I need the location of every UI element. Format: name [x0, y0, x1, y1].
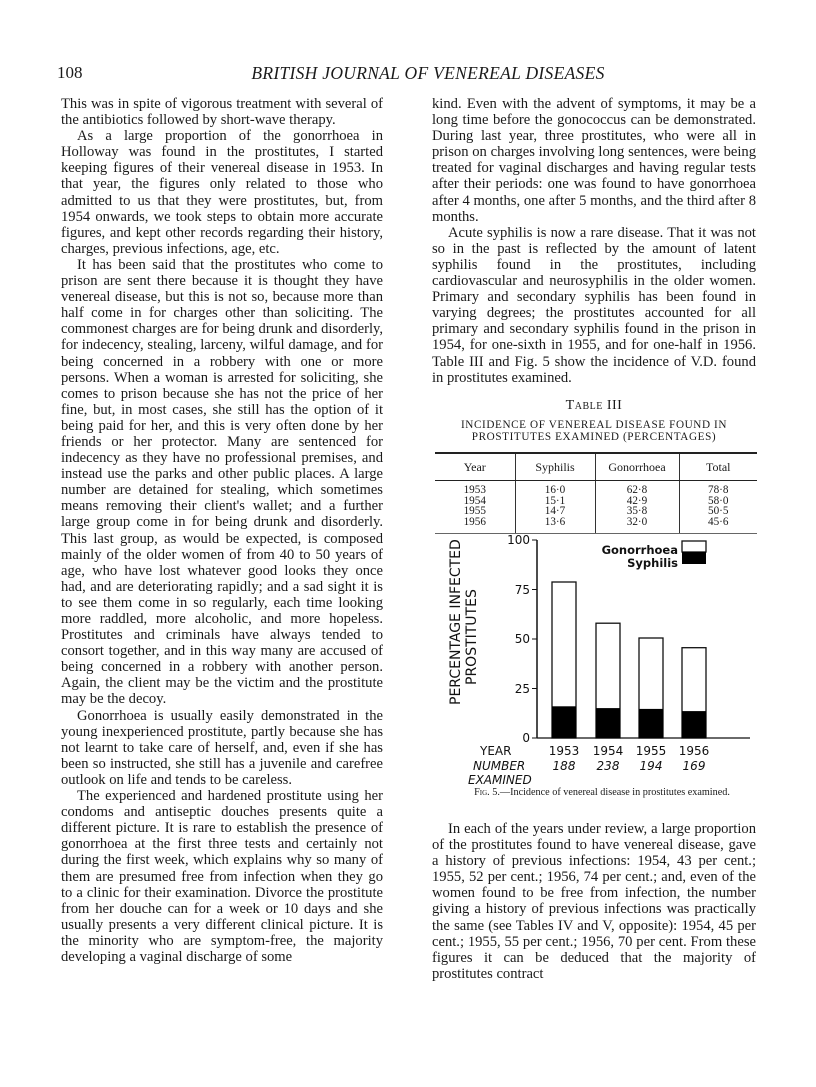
x-tick-label: 1955 [635, 744, 667, 758]
column-header: Total [679, 453, 757, 481]
y-tick-label: 75 [514, 583, 530, 597]
table-label: Table III [565, 398, 623, 413]
legend-label-gonorrhoea: Gonorrhoea [601, 543, 678, 557]
bar-1954 [596, 623, 620, 738]
cell: 13·6 [515, 517, 595, 534]
data-table [435, 452, 757, 533]
cell: 1954 [463, 494, 486, 507]
paragraph: It has been said that the prostitutes who come to prison are sent there because it is thought they have venereal disease, but this is not so, because more than half come in for charges other than soliciting. The commonest charges are for being drunk and disorderly, for indecency, stealing, larceny, wilful damage, and for being concerned in a robbery with one or more persons. When a woman is arrested for soliciting, she comes to prison because she has not the price of her fine, but, in most cases, she still has the option of it being paid for her, and this is very often done by her friends or her protector. Many are sentenced for indecency as they have no professional premises, and instead use the parks and other public places. A large number are detained for stealing, which sometimes means removing their client's wallet; and a further large group come in for being drunk and disorderly. This last group, as would be expected, is composed mainly of the older women of from 40 to 50 years of age, who have lost whatever good looks they once had, and are deteriorating rapidly; and a sad sight it is to see them come in so regularly, each time looking more raddled, more alcoholic, and more hopeless. Prostitutes and criminals have always tended to consort together, and in this way many are accused of being concerned in a robbery with another person. Again, the client may be the victim and the prostitute may be the decoy. [61, 256, 383, 708]
table-iii [432, 398, 756, 534]
y-axis-label: PROSTITUTES [464, 589, 480, 685]
table-row [435, 506, 757, 517]
cell: 16·0 [515, 481, 595, 496]
running-head: BRITISH JOURNAL OF VENEREAL DISEASES [251, 63, 605, 83]
bar-1953 [552, 582, 576, 738]
legend-swatch-syphilis [682, 552, 706, 564]
right-column-bottom [432, 821, 756, 982]
paragraph: The experienced and hardened prostitute using her condoms and antiseptic douches presents quite a different picture. It is rare to establish the presence of gonorrhoea at the first three tests and certainly not during the first week, which explains why so many of them are presumed free from infection when they go to a clinic for their examination. Divorce the prostitute from her douche can for a week or 10 days and she usually presents a very different clinical picture. It is the minority who are symptom-free, the majority developing a vaginal discharge of some [61, 788, 383, 965]
number-examined-value: 169 [682, 759, 706, 773]
cell: 15·1 [515, 496, 595, 507]
cell: 78·8 [679, 481, 757, 496]
column-header: Year [435, 453, 515, 481]
x-tick-label: 1953 [548, 744, 580, 758]
cell: 1956 [463, 515, 486, 528]
paragraph: kind. Even with the advent of symptoms, it may be a long time before the gonococcus can be demonstrated. During last year, three prostitutes, who were all in prison on charges involving long sentences, were being treated for vaginal discharges and having regular tests after their periods: one was found to have gonorrhoea after 4 months, one after 5 months, and the third after 8 months. [432, 96, 756, 225]
figure-caption-prefix: Fig. 5. [474, 787, 500, 798]
y-tick-label: 100 [507, 535, 530, 547]
number-examined-value: 194 [639, 759, 663, 773]
table-row [435, 517, 757, 534]
cell: 1955 [463, 505, 486, 517]
x-tick-label: 1954 [592, 744, 624, 758]
legend [602, 541, 706, 570]
legend-label-syphilis: Syphilis [627, 556, 678, 570]
number-examined-label: NUMBER [473, 759, 526, 773]
bar-1956 [682, 648, 706, 738]
x-axis-label-year: YEAR [480, 744, 512, 758]
paragraph: In each of the years under review, a large proportion of the prostitutes found to have venereal disease, gave a history of previous infections: 1954, 43 per cent.; 1955, 52 per cent.; 1956, 74 per cent.; and, even of the women found to be free from infection, the number giving a history of previous infections was practically the same (see Tables IV and V, opposite): 1954, 45 per cent.; 1955, 55 per cent.; 1956, 70 per cent. From these figures it can be deduced that the majority of prostitutes contract [432, 821, 756, 982]
paragraph: This was in spite of vigorous treatment with several of the antibiotics followed by short-wave therapy. [61, 96, 383, 129]
column-header: Syphilis [515, 453, 595, 481]
cell: 58·0 [679, 496, 757, 507]
number-examined-value: 238 [596, 759, 620, 773]
paragraph: As a large proportion of the gonorrhoea in Holloway was found in the prostitutes, I started keeping figures of their venereal disease in 1953. In that year, the figures only related to those who admitted to us that they were prostitutes, but, from 1954 onwards, we took steps to obtain more accurate figures, and kept other records regarding their history, charges, previous infections, age, etc. [61, 128, 383, 257]
paragraph: Acute syphilis is now a rare disease. That it was not so in the past is reflected by the amount of latent syphilis found in the prostitutes, including cardiovascular and neurosyphilis in the older women. Primary and secondary syphilis has been found in varying degrees; the prostitutes accounted for all primary and secondary syphilis found in the prison in 1954, for one-sixth in 1955, and for one-half in 1956. Table III and Fig. 5 show the incidence of V.D. found in prostitutes examined. [432, 224, 756, 386]
cell: 50·5 [679, 506, 757, 517]
left-column [61, 96, 383, 965]
table-caption-line: INCIDENCE OF VENEREAL DISEASE FOUND IN [460, 419, 728, 431]
right-column-top [432, 96, 756, 386]
figure-5-chart [440, 535, 760, 805]
x-axis-labels [479, 744, 709, 758]
cell: 62·8 [595, 481, 679, 496]
table-caption [432, 419, 756, 443]
cell: 42·9 [595, 496, 679, 507]
y-tick-label: 50 [514, 632, 530, 646]
page-number: 108 [57, 63, 83, 82]
bar-1955 [639, 638, 663, 738]
table-caption-line: PROSTITUTES EXAMINED (PERCENTAGES) [471, 431, 717, 443]
table-bottom-rule [435, 533, 757, 534]
legend-swatch-gonorrhoea [682, 541, 706, 552]
number-examined-labels [468, 759, 705, 785]
number-examined-label: EXAMINED [468, 773, 532, 785]
y-tick-label: 0 [522, 731, 530, 745]
paragraph: Gonorrhoea is usually easily demonstrated in the young inexperienced prostitute, partly because she has not learnt to take care of herself, and, even if she has been so instructed, she still has a juvenile and carefree outlook on life and tends to be careless. [61, 707, 383, 788]
stacked-bar-chart [440, 535, 760, 785]
cell: 35·8 [595, 506, 679, 517]
y-ticks [507, 535, 537, 745]
cell: 32·0 [595, 517, 679, 534]
cell: 45·6 [679, 517, 757, 534]
y-tick-label: 25 [514, 682, 530, 696]
cell: 1953 [463, 484, 486, 496]
table-header-row [435, 453, 757, 481]
y-axis-label: PERCENTAGE INFECTED [448, 539, 464, 705]
table-row [435, 481, 757, 496]
number-examined-value: 188 [552, 759, 576, 773]
cell: 14·7 [515, 506, 595, 517]
x-tick-label: 1956 [678, 744, 710, 758]
figure-caption [437, 787, 767, 798]
column-header: Gonorrhoea [595, 453, 679, 481]
figure-caption-text: —Incidence of venereal disease in prostitutes examined. [499, 787, 730, 798]
